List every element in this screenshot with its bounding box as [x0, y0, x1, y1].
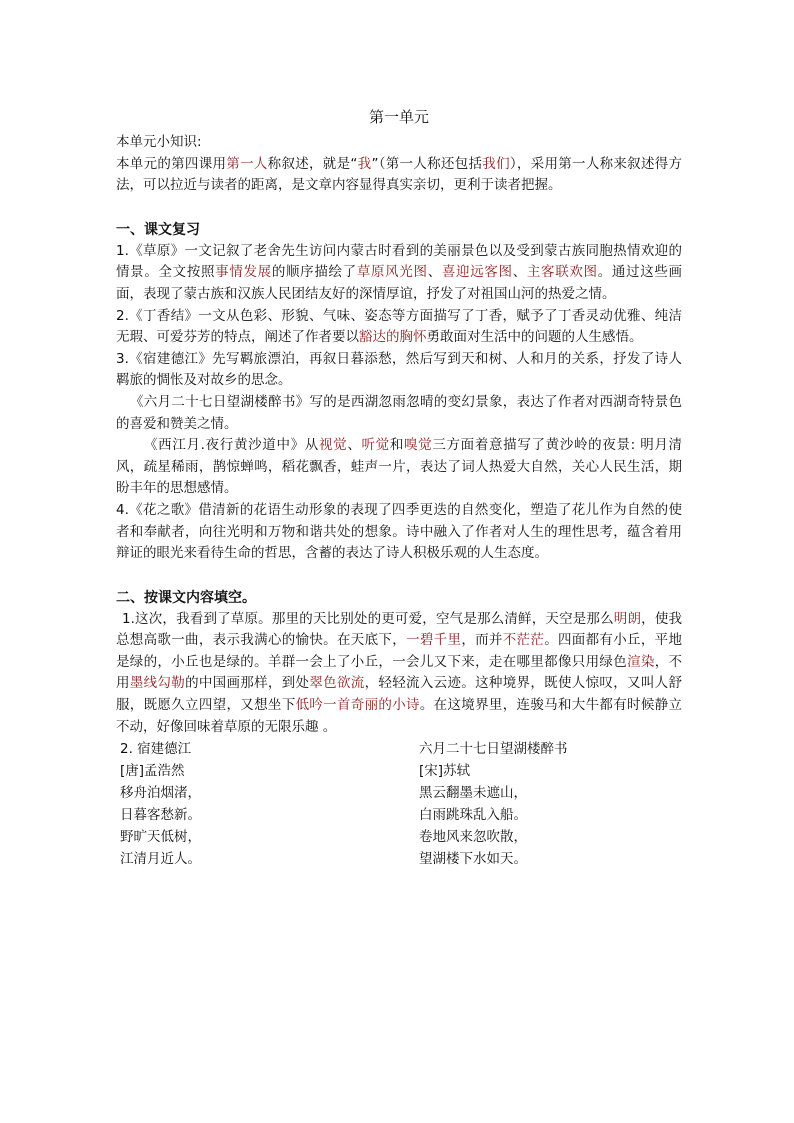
- highlight-span: 事情发展: [215, 264, 272, 281]
- intro-paragraph: [116, 154, 682, 197]
- highlight-span: 我们: [482, 155, 510, 172]
- highlight-span: 墨线勾勒: [129, 675, 186, 692]
- text-span: ，不用: [116, 653, 682, 692]
- text-span: 的顺序描绘了: [271, 264, 357, 281]
- review-paragraph-3: 3.《宿建德江》先写羁旅漂泊，再叙日暮添愁，然后写到天和树、人和月的关系，抒发了诗人羁旅的惆怅及对故乡的思念。: [116, 350, 682, 389]
- review-paragraph-6: 4.《花之歌》借清新的花语生动形象的表现了四季更迭的自然变化，塑造了花儿作为自然的使者和奉献者，向往光明和万物和谐共处的想象。诗中融入了作者对人生的理性思考，蕴含着用辩证的眼光来看待生命的哲思，含蓄的表达了诗人积极乐观的人生态度。: [116, 501, 682, 562]
- text-span: 和: [389, 437, 404, 454]
- highlight-span: 第一人: [226, 155, 268, 172]
- document-page: [116, 104, 682, 870]
- text-span: ”（第一人称还包括: [371, 155, 483, 172]
- review-paragraph-1: [116, 241, 682, 306]
- poem-line: 卷地风来忽吹散，: [419, 829, 527, 846]
- highlight-span: 渲染: [627, 653, 655, 670]
- poem-author: [唐]孟浩然: [120, 763, 185, 780]
- poem-line: 野旷天低树，: [120, 829, 201, 846]
- text-span: 2.《丁香结》一文从色彩、形貌、气味、姿态等方面描写了丁香，赋予了丁香灵动优雅、纯洁无瑕、可爱芬芳的特点，阐述了作者要以: [116, 307, 682, 346]
- highlight-span: 不茫茫: [502, 632, 545, 649]
- text-span: 勇敢面对生活中的问题的人生感悟。: [426, 329, 643, 346]
- poem-author: [宋]苏轼: [419, 763, 471, 780]
- poem-line: 白雨跳珠乱入船。: [419, 807, 527, 824]
- text-span: 称叙述，就是“: [267, 155, 358, 172]
- text-span: 1.这次，我看到了草原。那里的天比别处的更可爱，空气是那么清鲜，天空是那么: [122, 610, 614, 627]
- highlight-span: 视觉: [318, 437, 348, 454]
- intro-heading: 本单元小知识:: [116, 134, 202, 150]
- poems-block: [116, 738, 682, 870]
- highlight-span: 我: [357, 155, 372, 172]
- poem-line: 黑云翻墨未遮山，: [419, 785, 527, 802]
- text-span: ，而并: [461, 632, 503, 649]
- highlight-span: 嗅觉: [404, 437, 433, 454]
- poem-title: 2. 宿建德江: [120, 741, 192, 758]
- poem-line: 日暮客愁新。: [120, 807, 201, 824]
- text-span: ），采用第一人称来叙述得方法，可以拉近与读者的距离，是文章内容显得真实亲切，更利于读者把握。: [116, 155, 683, 194]
- text-span: 的中国画那样，到处: [185, 675, 310, 692]
- poem-line: 江清月近人。: [120, 851, 201, 868]
- review-paragraph-2: [116, 306, 682, 349]
- highlight-span: 一碧千里: [406, 632, 462, 649]
- highlight-span: 草原风光图: [356, 264, 428, 281]
- highlight-span: 主客联欢图: [526, 264, 598, 281]
- poem-line: 望湖楼下水如天。: [419, 851, 527, 868]
- poem-line: 移舟泊烟渚，: [120, 785, 201, 802]
- review-paragraph-4: 《六月二十七日望湖楼醉书》写的是西湖忽雨忽晴的变幻景象，表达了作者对西湖奇特景色的喜爱和赞美之情。: [116, 393, 682, 432]
- section-heading-review: 一、课文复习: [116, 221, 200, 238]
- text-span: 三方面着意描写了黄沙岭的夜景: 明月清风，疏星稀雨，鹊惊蝉鸣，稻花飘香，蛙声一片，表达了词人热爱大自然，关心人民生活，期盼丰年的思想感情。: [116, 437, 683, 497]
- highlight-span: 听觉: [361, 437, 390, 454]
- text-span: ，轻轻流入云迹。这种境界，既使人惊叹，又叫人舒服，既愿久立四望，又想坐下: [116, 675, 682, 714]
- highlight-span: 豁达的胸怀: [359, 329, 427, 346]
- review-paragraph-5: [116, 435, 682, 500]
- text-span: 。在这境界里，连骏马和大牛都有时候静立不动，好像回味着草原的无限乐趣 。: [116, 697, 682, 735]
- highlight-span: 翠色欲流: [309, 675, 365, 692]
- poem-wang-hu-lou: [399, 738, 682, 870]
- text-span: 本单元的第四课用: [116, 155, 227, 172]
- poem-su-jian-de-jiang: [116, 738, 399, 870]
- highlight-span: 喜迎远客图: [441, 264, 513, 281]
- page-title: 第一单元: [368, 108, 429, 126]
- text-span: ，使我总想高歌一曲，表示我满心的愉快。在天底下，: [116, 610, 682, 649]
- text-span: 、: [347, 437, 362, 454]
- text-span: 。四面都有小丘，平地是绿的，小丘也是绿的。羊群一会上了小丘，一会儿又下来，走在哪里都像只用绿色: [116, 632, 682, 670]
- highlight-span: 低吟一首奇丽的小诗: [295, 697, 420, 714]
- text-span: 。通过这些画面，表现了蒙古族和汉族人民团结友好的深情厚谊，抒发了对祖国山河的热爱之情。: [116, 264, 683, 302]
- fill-paragraph-1: [116, 609, 682, 739]
- text-span: 、: [427, 264, 442, 281]
- highlight-span: 明朗: [613, 610, 642, 627]
- text-span: 《西江月.夜行黄沙道中》从: [144, 437, 319, 454]
- text-span: 1.《草原》一文记叙了老舍先生访问内蒙古时看到的美丽景色以及受到蒙古族同胞热情欢迎的情景。全文按照: [116, 242, 682, 281]
- section-heading-fill: 二、按课文内容填空。: [116, 589, 256, 606]
- poem-title: 六月二十七日望湖楼醉书: [419, 741, 568, 758]
- text-span: 、: [512, 264, 527, 281]
